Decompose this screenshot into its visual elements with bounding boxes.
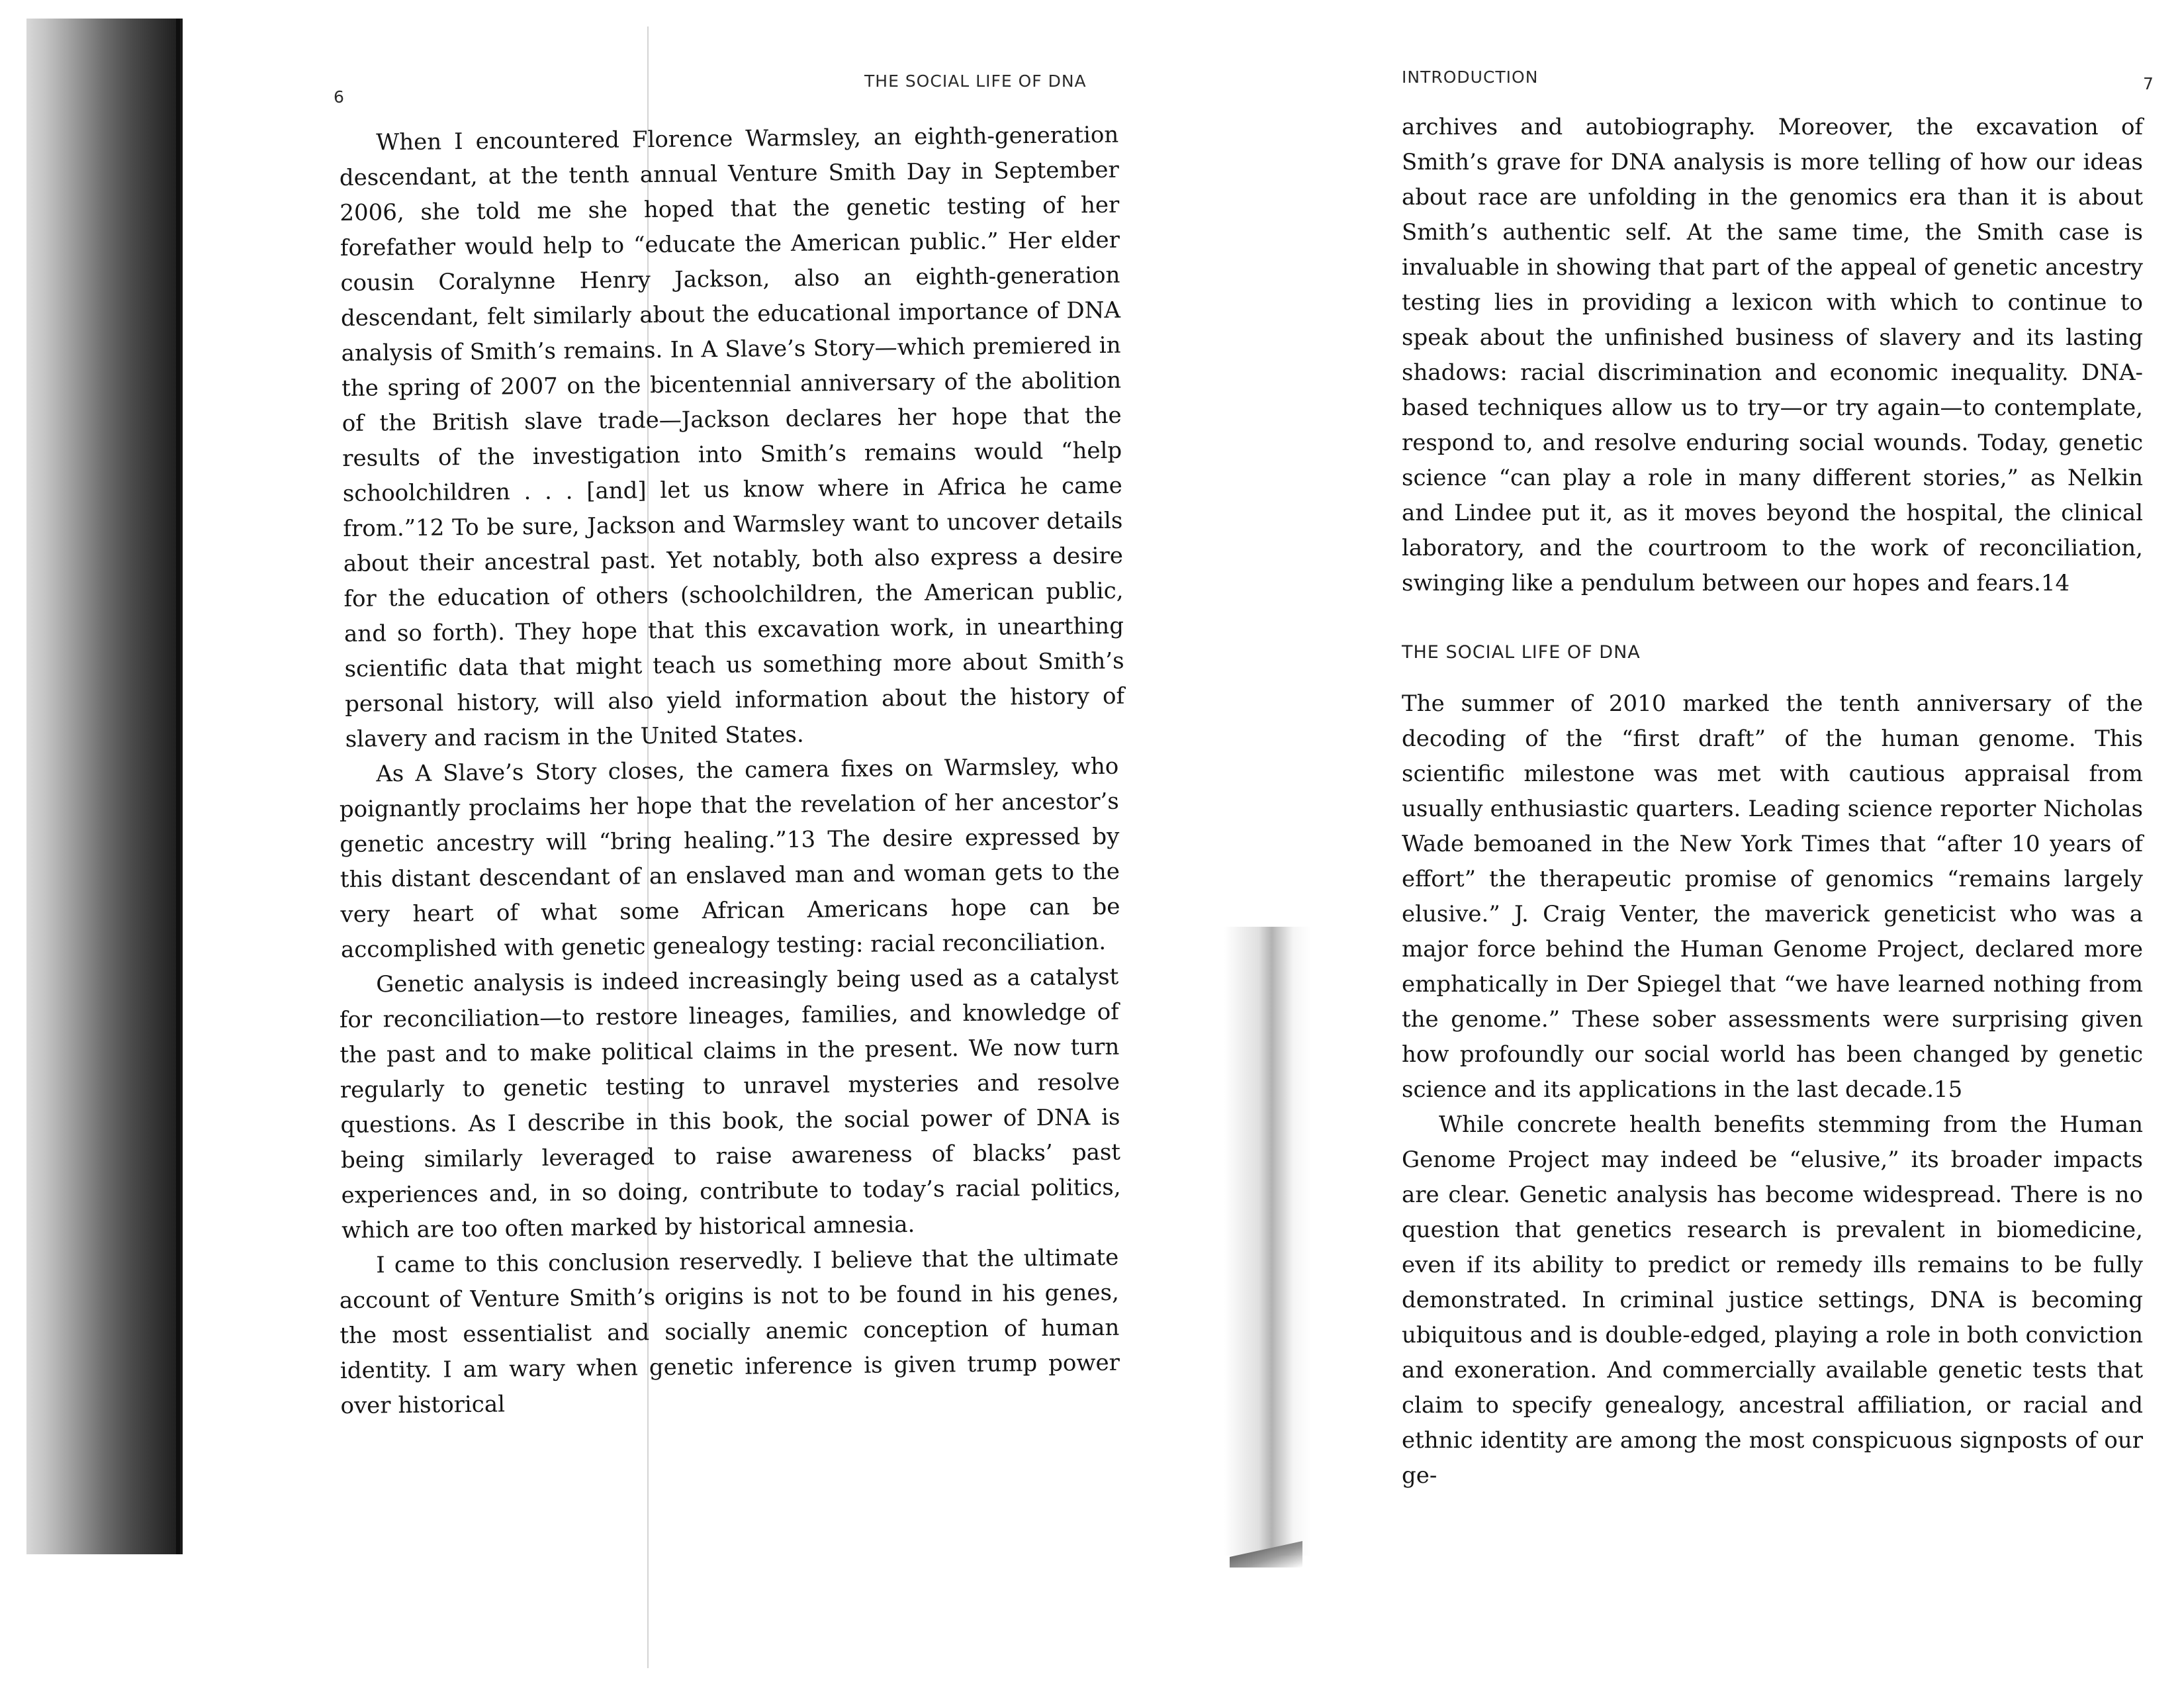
- left-page-body: [339, 121, 1125, 1424]
- left-paragraph-2: As A Slave’s Story closes, the camera fixes on Warmsley, who poignantly proclaims her hope that the revelation of her ancestor’s genetic ancestry will “bring healing.”13 The desire expressed by this distant descendant of an enslaved man and woman gets to the very heart of what some African Americans hope can be accomplished with genetic genealogy testing: racial reconciliation.: [339, 753, 1120, 963]
- right-paragraph-continued: archives and autobiography. Moreover, the excavation of Smith’s grave for DNA analysis is more telling of how our ideas about race are unfolding in the genomics era than it is about Smith’s authentic self. At the same time, the Smith case is invaluable in showing that part of the appeal of genetic ancestry testing lies in providing a lexicon with which to continue to speak about the unfinished business of slavery and its lasting shadows: racial discrimination and economic inequality. DNA-based techniques allow us to try—or try again—to contemplate, respond to, and resolve enduring social wounds. Today, genetic science “can play a role in many different stories,” as Nelkin and Lindee put it, as it moves beyond the hospital, the clinical laboratory, and the courtroom to the work of reconciliation, swinging like a pendulum between our hopes and fears.14: [1402, 114, 2143, 596]
- spine-edge: [176, 19, 180, 1554]
- section-heading: THE SOCIAL LIFE OF DNA: [1402, 642, 1641, 663]
- left-page-number: 6: [334, 87, 345, 107]
- spine-shadow: [26, 19, 183, 1554]
- right-page-body: [1402, 110, 2143, 1493]
- right-running-head: INTRODUCTION: [1402, 68, 1539, 87]
- left-paragraph-1: When I encountered Florence Warmsley, an eighth-generation descendant, at the tenth annual Venture Smith Day in September 2006, she told me she hoped that the genetic testing of her forefather would help to “educate the American public.” Her elder cousin Coralynne Henry Jackson, also an eighth-generation descendant, felt similarly about the educational importance of DNA analysis of Smith’s remains. In A Slave’s Story—which premiered in the spring of 2007 on the bicentennial anniversary of the abolition of the British slave trade—Jackson declares her hope that the results of the investigation into Smith’s remains would “help schoolchildren . . . [and] let us know where in Africa he came from.”12 To be sure, Jackson and Warmsley want to uncover details about their ancestral past. Yet notably, both also express a desire for the education of others (schoolchildren, the American public, and so forth). They hope that this excavation work, in unearthing scientific data that might teach us something more about Smith’s personal history, will also yield information about the history of slavery and racism in the United States.: [339, 121, 1125, 753]
- left-paragraph-4: I came to this conclusion reservedly. I believe that the ultimate account of Venture Smith’s origins is not to be found in his genes, the most essentialist and socially anemic conception of human identity. I am wary when genetic inference is given trump power over historical: [339, 1244, 1120, 1419]
- right-paragraph-2: While concrete health benefits stemming from the Human Genome Project may indeed be “elusive,” its broader impacts are clear. Genetic analysis has become widespread. There is no question that genetics research is prevalent in biomedicine, even if its ability to predict or remedy ills remains to be fully demonstrated. In criminal justice settings, DNA is becoming ubiquitous and is double-edged, playing a role in both conviction and exoneration. And commercially available genetic tests that claim to specify genealogy, ancestral affiliation, or racial and ethnic identity are among the most conspicuous signposts of our ge-: [1402, 1111, 2143, 1489]
- right-paragraph-1: The summer of 2010 marked the tenth anniversary of the decoding of the “first draft” of the human genome. This scientific milestone was met with cautious appraisal from usually enthusiastic quarters. Leading science reporter Nicholas Wade bemoaned in the New York Times that “after 10 years of effort” the therapeutic promise of genomics “remains largely elusive.” J. Craig Venter, the maverick geneticist who was a major force behind the Human Genome Project, declared more emphatically in Der Spiegel that “we have learned nothing from the genome.” These sober assessments were surprising given how profoundly our social world has been changed by genetic science and its applications in the last decade.15: [1402, 690, 2143, 1103]
- left-running-head: THE SOCIAL LIFE OF DNA: [864, 71, 1087, 91]
- right-page-number: 7: [2143, 74, 2154, 93]
- center-gutter-shadow: [1224, 927, 1310, 1556]
- left-paragraph-3: Genetic analysis is indeed increasingly being used as a catalyst for reconciliation—to restore lineages, families, and knowledge of the past and to make political claims in the present. We now turn regularly to genetic testing to unravel mysteries and resolve questions. As I describe in this book, the social power of DNA is being similarly leveraged to raise awareness of blacks’ past experiences and, in so doing, contribute to today’s racial politics, which are too often marked by historical amnesia.: [339, 963, 1121, 1244]
